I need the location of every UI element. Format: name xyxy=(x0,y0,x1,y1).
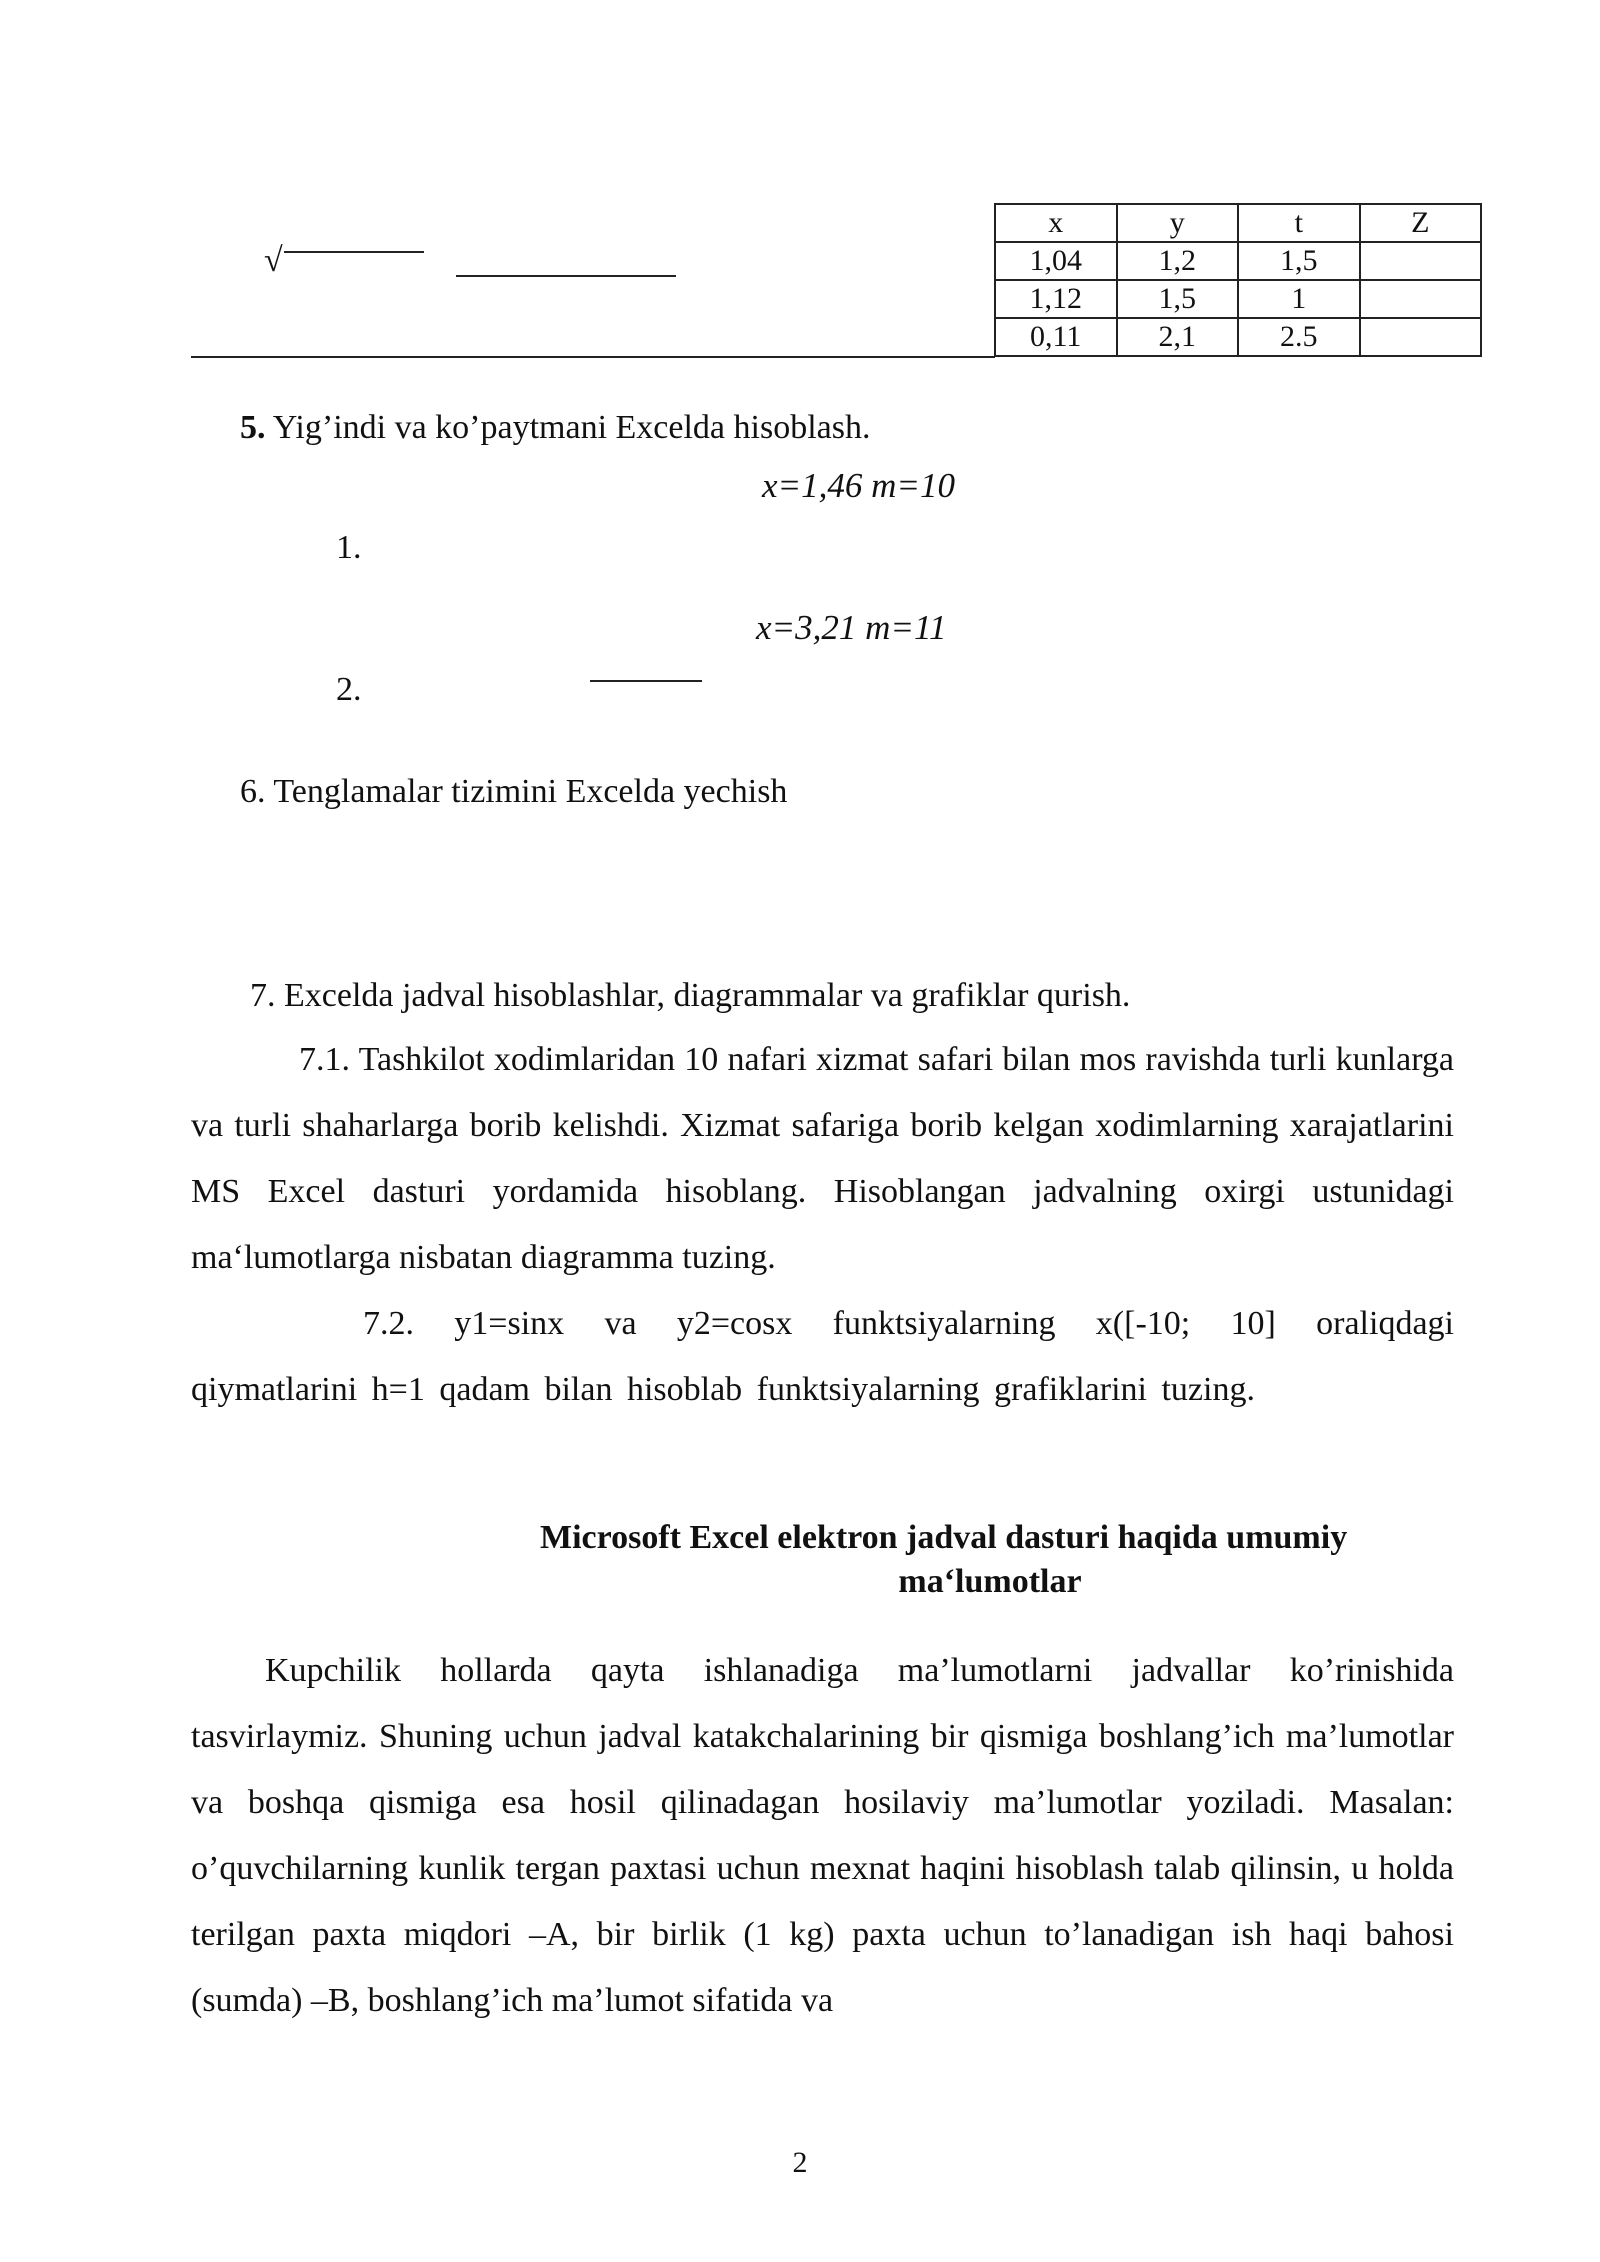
fraction-bar xyxy=(456,275,676,277)
table-cell: 1,04 xyxy=(995,242,1117,280)
table-header-row xyxy=(995,204,1481,242)
horizontal-rule xyxy=(191,356,995,358)
table-cell: 1,12 xyxy=(995,280,1117,318)
table-header-x: x xyxy=(995,204,1117,242)
table-cell xyxy=(1360,318,1482,356)
section-5-title: Yig’indi va ko’paytmani Excelda hisoblash. xyxy=(272,409,871,446)
xyt-table xyxy=(994,203,1482,357)
table-cell xyxy=(1360,242,1482,280)
table-cell: 1,2 xyxy=(1117,242,1239,280)
table-cell: 0,11 xyxy=(995,318,1117,356)
table-cell: 1 xyxy=(1238,280,1360,318)
table-header-t: t xyxy=(1238,204,1360,242)
table-cell: 1,5 xyxy=(1117,280,1239,318)
table-cell xyxy=(1360,280,1482,318)
table-header-y: y xyxy=(1117,204,1239,242)
table-row xyxy=(995,242,1481,280)
section-heading-line-2: ma‘lumotlar xyxy=(898,1563,1082,1600)
section-heading-line-1: Microsoft Excel elektron jadval dasturi haqida umumiy xyxy=(540,1519,1348,1556)
table-header-z: Z xyxy=(1360,204,1482,242)
table-row xyxy=(995,318,1481,356)
section-5-heading xyxy=(240,406,870,450)
item-2-label: 2. xyxy=(336,671,362,708)
item-1-label: 1. xyxy=(336,529,362,566)
square-root-bar xyxy=(284,251,424,253)
item-2-params: x=3,21 m=11 xyxy=(756,608,947,647)
section-5-number: 5. xyxy=(240,409,266,446)
square-root-sign: √ xyxy=(264,242,283,279)
table-cell: 2.5 xyxy=(1238,318,1360,356)
body-paragraph: Kupchilik hollarda qayta ishlanadiga ma’lumotlarni jadvallar ko’rinishida tasvirlaymiz. Shuning uchun jadval katakchalarining bir qismiga boshlang’ich ma’lumotlar va boshqa qismiga esa hosil qilinadagan hosilaviy ma’lumotlar yoziladi. Masalan: o’quvchilarning kunlik tergan paxtasi uchun mexnat haqini hisoblash talab qilinsin, u holda terilgan paxta miqdori –A, bir birlik (1 kg) paxta uchun to’lanadigan ish haqi bahosi (sumda) –B, boshlang’ich ma’lumot sifatida va xyxy=(191,1652,1454,2019)
item-1-params: x=1,46 m=10 xyxy=(762,466,956,505)
table-row xyxy=(995,280,1481,318)
section-7-title: 7. Excelda jadval hisoblashlar, diagrammalar va grafiklar qurish. xyxy=(250,977,1131,1014)
table-cell: 2,1 xyxy=(1117,318,1239,356)
fraction-bar-2 xyxy=(590,680,702,682)
section-6-title: 6. Tenglamalar tizimini Excelda yechish xyxy=(240,773,788,810)
paragraph-7-2: 7.2. y1=sinx va y2=cosx funktsiyalarning x([-10; 10] oraliqdagi qiymatlarini h=1 qadam bilan hisoblab funktsiyalarning grafiklarini tuzing. xyxy=(191,1305,1454,1408)
paragraph-7-1: 7.1. Tashkilot xodimlaridan 10 nafari xizmat safari bilan mos ravishda turli kunlarga va turli shaharlarga borib kelishdi. Xizmat safariga borib kelgan xodimlarning xarajatlarini MS Excel dasturi yordamida hisoblang. Hisoblangan jadvalning oxirgi ustunidagi ma‘lumotlarga nisbatan diagramma tuzing. xyxy=(191,1041,1454,1276)
table-cell: 1,5 xyxy=(1238,242,1360,280)
page-number: 2 xyxy=(792,2146,808,2179)
